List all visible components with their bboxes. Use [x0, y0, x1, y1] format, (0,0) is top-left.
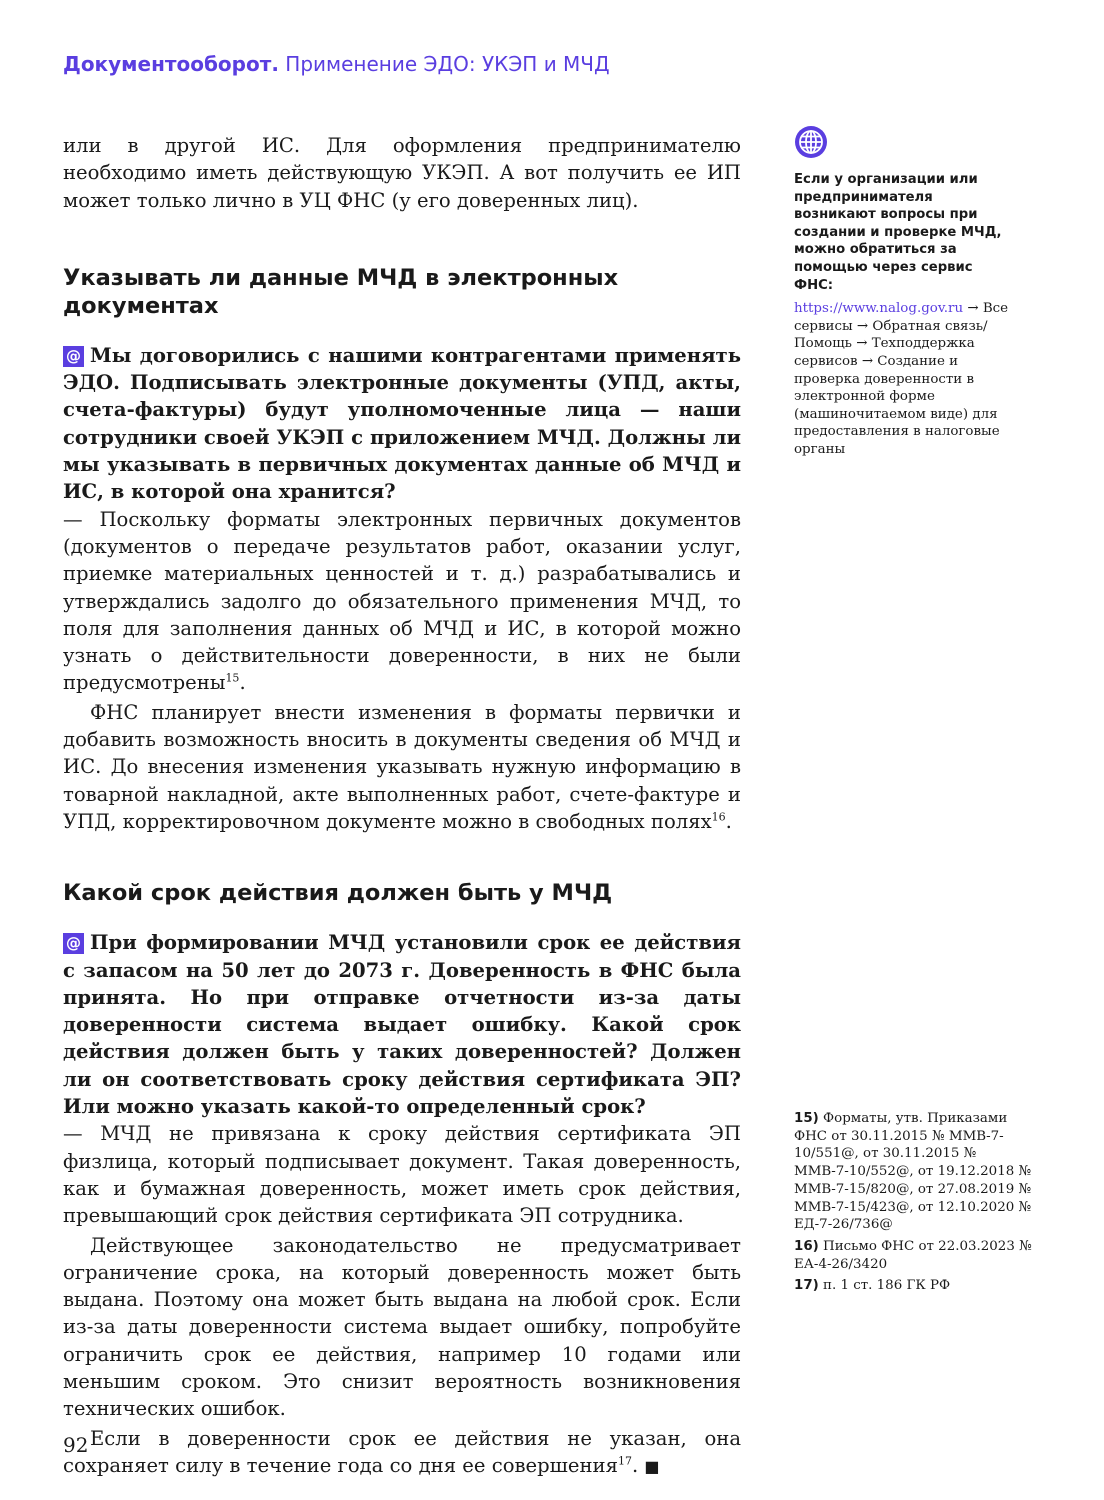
sidebar-heading: Если у организации или предпринимателя возникают вопросы при создании и проверке МЧД, можно обратиться за помощью через сервис ФНС:: [794, 172, 1002, 293]
running-head-section: Документооборот.: [63, 52, 279, 76]
running-head: [63, 52, 610, 76]
fns-link[interactable]: https://www.nalog.gov.ru: [794, 301, 964, 317]
section1-question-text: Мы договорились с нашими контрагентами применять ЭДО. Подписывать электронные документы (УПД, акты, счета-фактуры) будут уполномоченные лица — наши сотрудники своей УКЭП с приложением МЧД. Должны ли мы указывать в первичных документах данные об МЧД и ИС, в которой она хранится?: [63, 343, 741, 504]
footnote-15: 15) Форматы, утв. Приказами ФНС от 30.11.2015 № ММВ-7-10/551@, от 30.11.2015 № ММВ-7-10/552@, от 19.12.2018 № ММВ-7-15/820@, от 27.08.2019 № ММВ-7-15/423@, от 12.10.2020 № ЕД-7-26/736@: [794, 1111, 1032, 1233]
globe-icon: [794, 125, 828, 159]
section2-heading: Какой срок действия должен быть у МЧД: [63, 880, 613, 907]
section1-answer2: ФНС планирует внести изменения в форматы первички и добавить возможность вносить в документы сведения об МЧД и ИС. До внесения изменения указывать нужную информацию в товарной накладной, акте выполненных работ, счете-фактуре и УПД, корректировочном документе можно в свободных полях$^{16}$.: [63, 700, 741, 833]
footnote-17: 17) п. 1 ст. 186 ГК РФ: [794, 1278, 951, 1294]
section2-answer2: Действующее законодательство не предусматривает ограничение срока, на который доверенность может быть выдана. Поэтому она может быть выдана на любой срок. Если из-за даты доверенности система выдает ошибку, попробуйте ограничить срок ее действия, например 10 годами или меньшим сроком. Это снизит вероятность возникновения технических ошибок.: [63, 1233, 741, 1421]
page-number: 92: [63, 1433, 89, 1457]
section2-answer3: Если в доверенности срок ее действия не указан, она сохраняет силу в течение года со дня ее совершения$^{17}$. ■: [63, 1426, 741, 1477]
section2-question-text: При формировании МЧД установили срок ее действия с запасом на 50 лет до 2073 г. Доверенность в ФНС была принята. Но при отправке отчетности из-за даты доверенности система выдает ошибку. Какой срок действия должен быть у таких доверенностей? Должен ли он соответствовать сроку действия сертификата ЭП? Или можно указать какой-то определенный срок?: [63, 931, 741, 1119]
section1-answer1: — Поскольку форматы электронных первичных документов (документов о передаче результатов работ, оказании услуг, приемке материальных ценностей и т. д.) разрабатывались и утверждались задолго до обязательного применения МЧД, то поля для заполнения данных об МЧД и ИС, в которой можно узнать о действительности доверенности, в них не были предусмотрены$^{15}$.: [63, 507, 741, 695]
section1-question: [63, 342, 741, 506]
section1-heading: Указывать ли данные МЧД в электронных документах: [63, 264, 619, 319]
running-head-topic: Применение ЭДО: УКЭП и МЧД: [285, 52, 610, 76]
sidebar-path: → Все сервисы → Обратная связь/Помощь → Техподдержка сервисов → Создание и проверка доверенности в электронной форме (машиночитаемом виде) для предоставления в налоговые органы: [794, 301, 1009, 457]
footnote-16: 16) Письмо ФНС от 22.03.2023 № ЕА-4-26/3420: [794, 1238, 1032, 1272]
sidebar-note: [794, 125, 1009, 459]
question-at-icon: @: [63, 933, 84, 954]
intro-paragraph: или в другой ИС. Для оформления предпринимателю необходимо иметь действующую УКЭП. А вот получить ее ИП может только лично в УЦ ФНС (у его доверенных лиц).: [63, 134, 741, 212]
footnotes: [794, 1110, 1034, 1299]
footnote-ref-17: 17: [617, 1454, 632, 1468]
sidebar-body: [794, 300, 1009, 458]
section2-answer1: — МЧД не привязана к сроку действия сертификата ЭП физлица, который подписывает документ. Такая доверенность, как и бумажная доверенность, может иметь срок действия, превышающий срок действия сертификата ЭП сотрудника.: [63, 1122, 741, 1228]
main-column: [63, 132, 741, 1480]
question-at-icon: @: [63, 346, 84, 367]
footnote-ref-15: 15: [225, 671, 240, 685]
section2-question: [63, 929, 741, 1120]
footnote-ref-16: 16: [711, 810, 726, 824]
end-of-article-mark: ■: [644, 1456, 660, 1476]
